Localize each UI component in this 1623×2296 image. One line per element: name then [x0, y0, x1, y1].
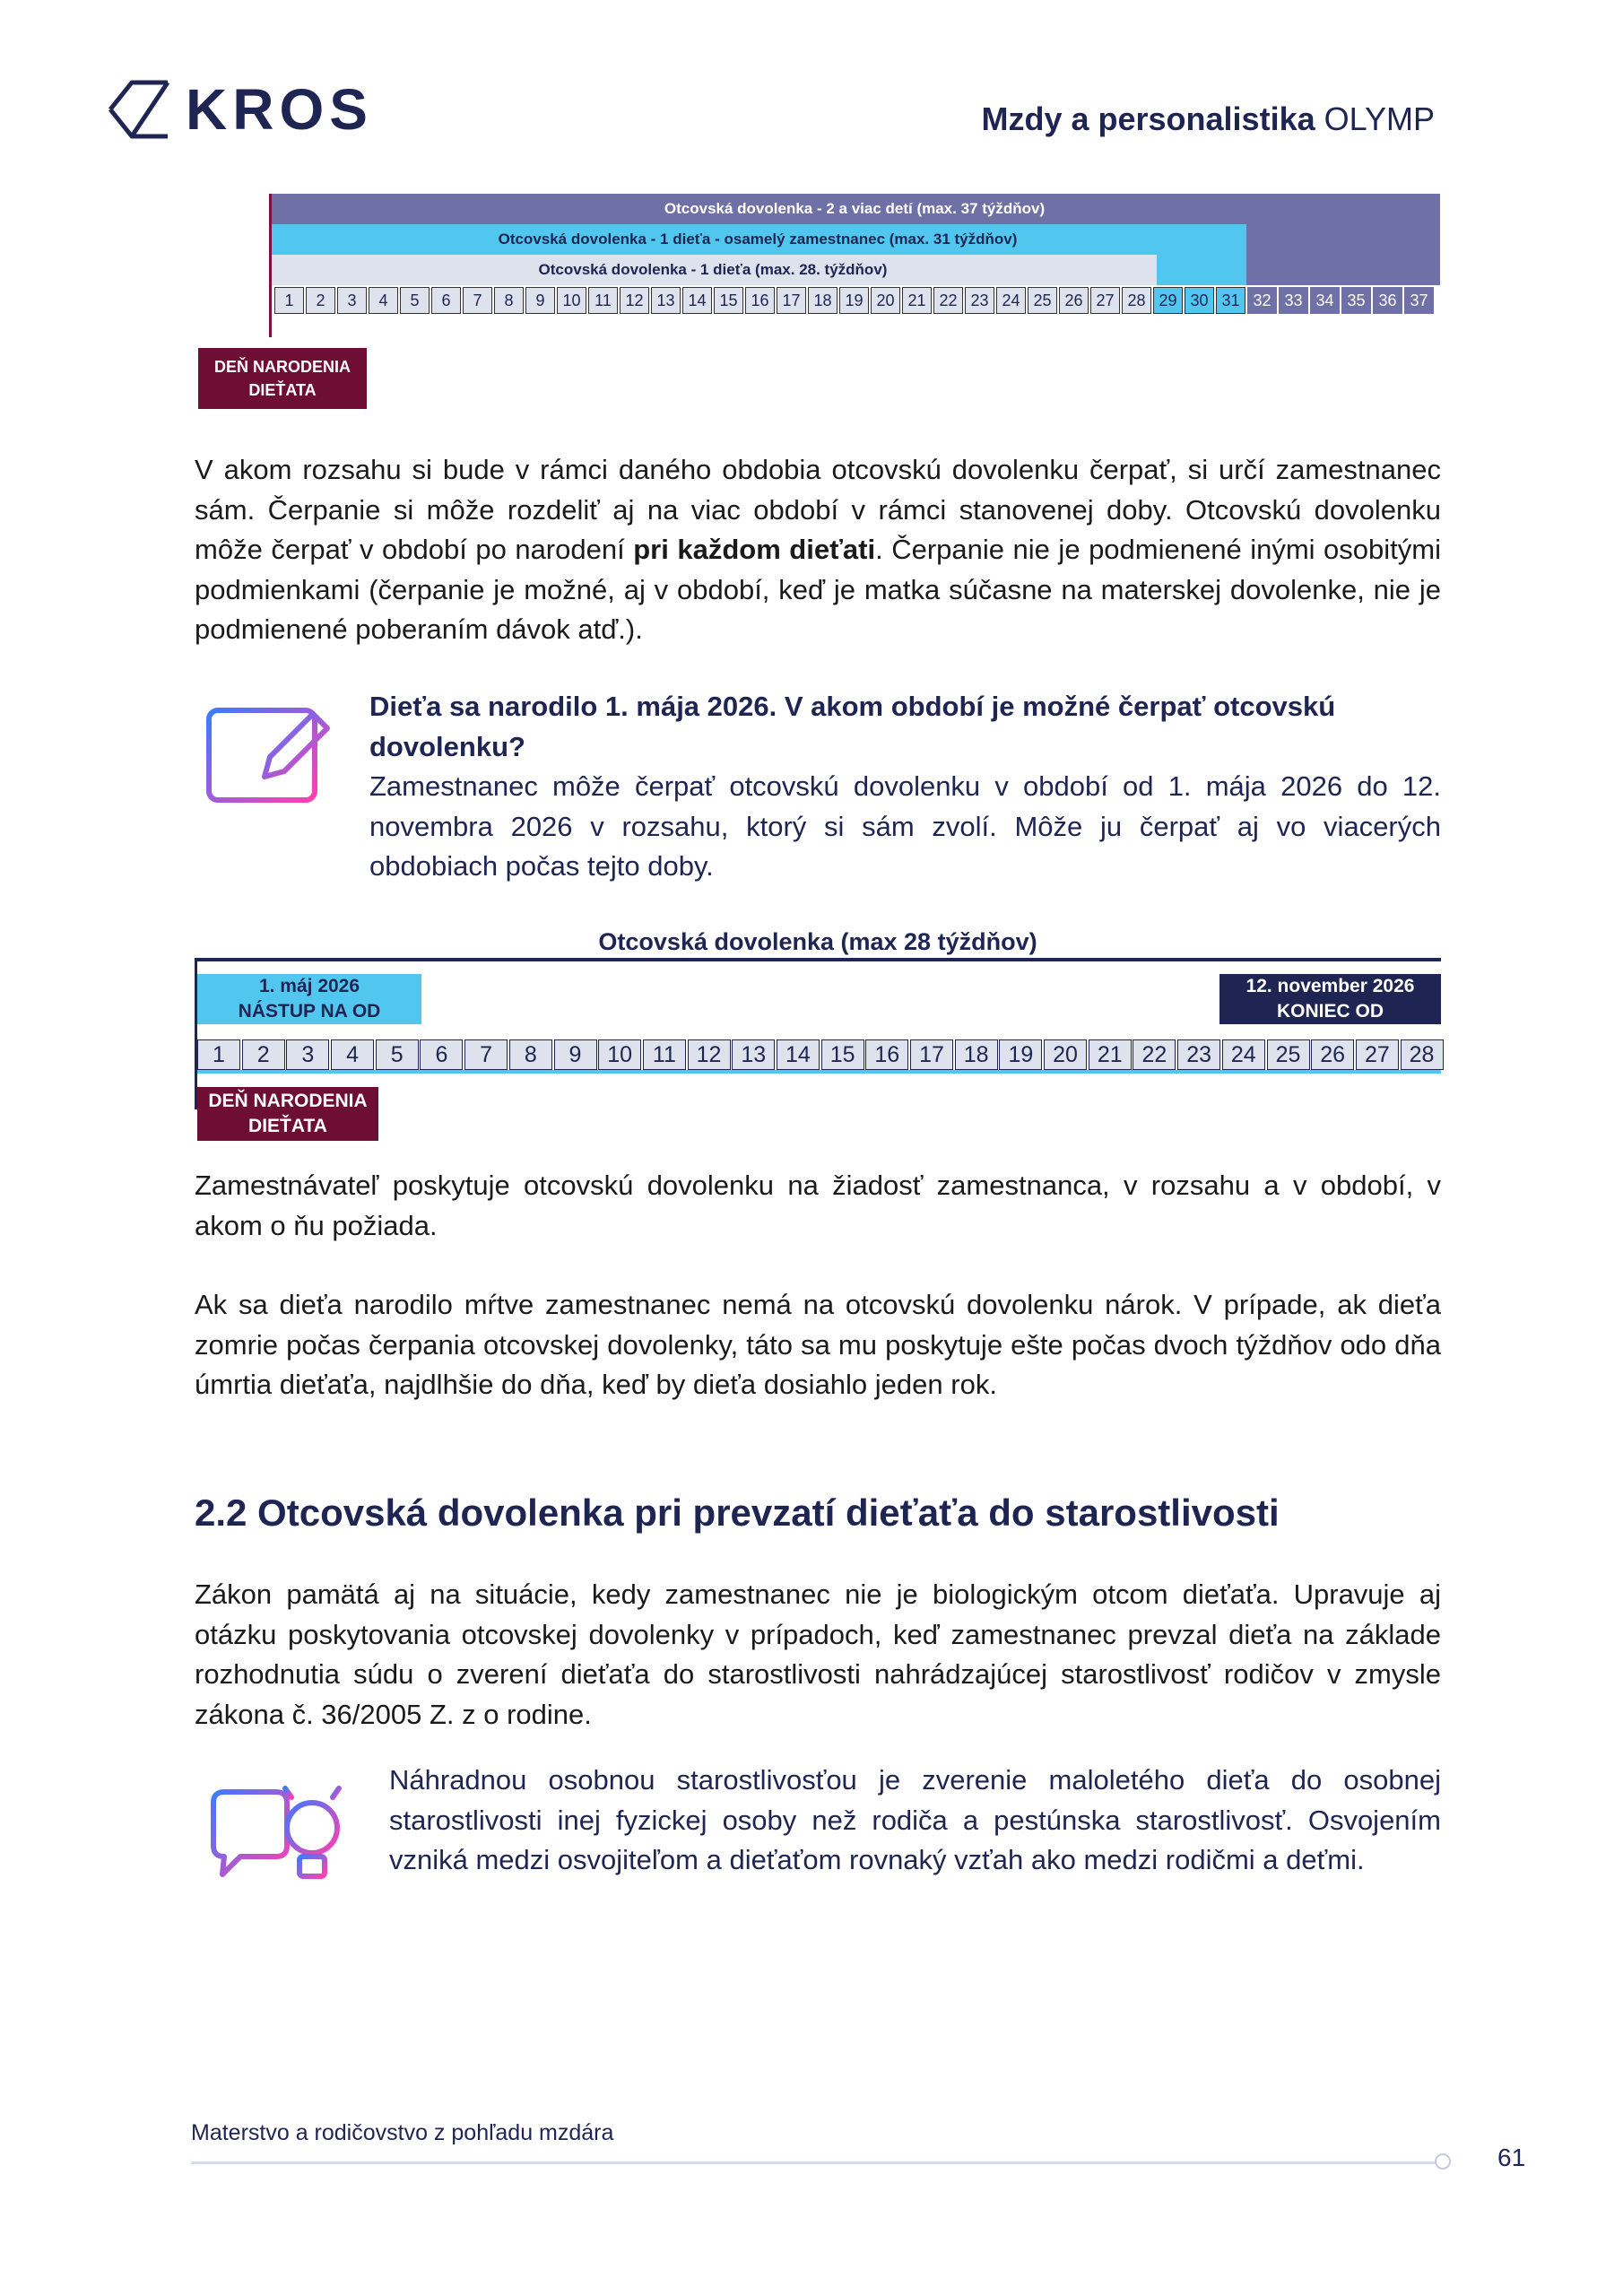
chart2-title: Otcovská dovolenka (max 28 týždňov) [598, 928, 1037, 955]
week-cell: 21 [1089, 1039, 1132, 1070]
week-cell: 24 [1222, 1039, 1265, 1070]
kros-logo [105, 75, 374, 144]
week-cell: 11 [588, 287, 618, 314]
week-cell: 13 [732, 1039, 775, 1070]
week-cell: 29 [1153, 287, 1183, 314]
week-cell: 18 [955, 1039, 998, 1070]
chart2-bottom-line [197, 1070, 1441, 1074]
week-cell: 36 [1373, 287, 1402, 314]
week-cell: 5 [376, 1039, 419, 1070]
week-cell: 15 [821, 1039, 864, 1070]
week-cell: 34 [1310, 287, 1340, 314]
end-caption: KONIEC OD [1276, 1001, 1384, 1022]
start-date: 1. máj 2026 [258, 975, 360, 996]
paragraph-adoption: Zákon pamätá aj na situácie, kedy zamestnanec nie je biologickým otcom dieťaťa. Upravuje aj otázku poskytovania otcovskej dovolenky v prípadoch, keď zamestnanec prevzal dieťa na základe rozhodnutia súdu o zverení dieťaťa do starostlivosti nahrádzajúcej starostlivosť rodičov v zmysle zákona č. 36/2005 Z. z o rodine. [195, 1578, 1441, 1730]
week-cell: 7 [463, 287, 492, 314]
week-cell: 7 [464, 1039, 508, 1070]
paragraph-employer: Zamestnávateľ poskytuje otcovskú dovolenku na žiadosť zamestnanca, v rozsahu a v období, v akom o ňu požiada. [195, 1170, 1441, 1241]
example-answer: Zamestnanec môže čerpať otcovskú dovolenku v období od 1. mája 2026 do 12. novembra 2026 v rozsahu, ktorý si sám zvolí. Môže ju čerpať aj vo viacerých obdobiach počas tejto doby. [369, 770, 1441, 882]
para-bold: pri každom dieťati [633, 534, 876, 565]
week-cell: 17 [910, 1039, 953, 1070]
week-cell: 13 [651, 287, 681, 314]
chart2-week-row [197, 1039, 1445, 1070]
week-cell: 27 [1090, 287, 1120, 314]
bar-one-child: Otcovská dovolenka - 1 dieťa (max. 28. týždňov) [269, 255, 1157, 285]
birth-marker-line [269, 194, 272, 337]
week-cell: 15 [714, 287, 743, 314]
page-number: 61 [1497, 2144, 1526, 2171]
week-cell: 8 [509, 1039, 552, 1070]
logo-text: KROS [186, 77, 373, 142]
week-cell: 32 [1247, 287, 1277, 314]
leave-start-label [197, 974, 421, 1024]
week-cell: 9 [554, 1039, 597, 1070]
para-text-1: V akom rozsahu si bude v rámci daného obdobia otcovskú dovolenku čerpať, si určí zamestnanec sám. Čerpanie si môže rozdeliť aj na viac období v rámci stanovenej doby. Otcovskú dovolenku môže čerpať v období po narodení [195, 454, 1441, 565]
week-cell: 20 [1044, 1039, 1087, 1070]
week-cell: 23 [965, 287, 994, 314]
bar-fill [1157, 255, 1246, 285]
birth-label-1 [198, 348, 367, 409]
week-cell: 22 [933, 287, 963, 314]
week-cell: 17 [777, 287, 806, 314]
paragraph-leave-scope [195, 450, 1441, 650]
week-cell: 14 [777, 1039, 820, 1070]
chart2-top-line [195, 958, 1441, 961]
week-cell: 16 [745, 287, 775, 314]
bar-fill [1246, 255, 1440, 285]
birth-label-line2: DIEŤATA [248, 1116, 327, 1136]
pencil-note-icon [202, 700, 336, 816]
week-cell: 33 [1279, 287, 1308, 314]
week-cell: 26 [1311, 1039, 1354, 1070]
week-cell: 37 [1404, 287, 1434, 314]
bar-fill [1246, 224, 1440, 255]
week-cell: 20 [871, 287, 900, 314]
week-cell: 2 [306, 287, 335, 314]
info-text: Náhradnou osobnou starostlivosťou je zverenie maloletého dieťa do osobnej starostlivosti inej fyzickej osoby než rodiča a pestúnska starostlivosť. Osvojením vzniká medzi osvojiteľom a dieťaťom rovnaký vzťah ako medzi rodičmi a deťmi. [389, 1764, 1441, 1875]
week-cell: 14 [682, 287, 712, 314]
para-text-2: . Čerpanie nie je podmienené inými osobitými podmienkami (čerpanie je možné, aj v období, keď je matka súčasne na materskej dovolenke, nie je podmienené poberaním dávok atď.). [195, 534, 1441, 645]
bar-two-children: Otcovská dovolenka - 2 a viac detí (max. 37 týždňov) [269, 194, 1440, 224]
week-cell: 21 [902, 287, 932, 314]
week-cell: 10 [557, 287, 586, 314]
week-cell: 26 [1059, 287, 1089, 314]
week-cell: 23 [1177, 1039, 1220, 1070]
week-cell: 8 [494, 287, 524, 314]
footer-line [191, 2161, 1439, 2164]
example-question: Dieťa sa narodilo 1. mája 2026. V akom období je možné čerpať otcovskú dovolenku? [369, 691, 1336, 762]
week-cell: 4 [369, 287, 398, 314]
kros-logo-icon [105, 77, 173, 142]
week-cell: 16 [865, 1039, 908, 1070]
week-cell: 1 [197, 1039, 240, 1070]
week-cell: 3 [337, 287, 367, 314]
week-cell: 19 [999, 1039, 1042, 1070]
week-cell: 10 [598, 1039, 641, 1070]
week-cell: 6 [420, 1039, 463, 1070]
week-cell: 11 [643, 1039, 686, 1070]
week-cell: 1 [274, 287, 304, 314]
week-cell: 6 [431, 287, 461, 314]
birth-label-line2: DIEŤATA [248, 381, 317, 399]
week-cell: 31 [1216, 287, 1245, 314]
bar-single-parent: Otcovská dovolenka - 1 dieťa - osamelý zamestnanec (max. 31 týždňov) [269, 224, 1246, 255]
footer-dot [1435, 2153, 1451, 2170]
week-cell: 24 [996, 287, 1026, 314]
lightbulb-chat-icon [204, 1776, 357, 1892]
end-date: 12. november 2026 [1245, 975, 1415, 996]
week-cell: 28 [1401, 1039, 1444, 1070]
week-cell: 18 [808, 287, 838, 314]
header-title-light: OLYMP [1315, 100, 1435, 137]
week-cell: 3 [286, 1039, 329, 1070]
header-title-bold: Mzdy a personalistika [981, 100, 1315, 137]
birth-label-line1: DEŇ NARODENIA [213, 357, 351, 376]
footer-text: Materstvo a rodičovstvo z pohľadu mzdára [191, 2120, 614, 2145]
birth-label-2 [197, 1087, 378, 1141]
week-cell: 9 [525, 287, 555, 314]
week-cell: 25 [1028, 287, 1057, 314]
week-cell: 28 [1122, 287, 1151, 314]
header-title [981, 100, 1435, 138]
week-cell: 2 [242, 1039, 285, 1070]
week-cell: 4 [331, 1039, 374, 1070]
week-cell: 25 [1267, 1039, 1310, 1070]
birth-label-line1: DEŇ NARODENIA [208, 1090, 368, 1111]
week-cell: 19 [839, 287, 869, 314]
leave-end-label [1219, 974, 1441, 1024]
paragraph-stillborn: Ak sa dieťa narodilo mŕtve zamestnanec nemá na otcovskú dovolenku nárok. V prípade, ak dieťa zomrie počas čerpania otcovskej dovolenky, táto sa mu poskytuje ešte počas dvoch týždňov odo dňa úmrtia dieťaťa, najdlhšie do dňa, keď by dieťa dosiahlo jeden rok. [195, 1289, 1441, 1400]
week-cell: 35 [1341, 287, 1371, 314]
week-cell: 27 [1356, 1039, 1399, 1070]
week-row [274, 287, 1436, 314]
week-cell: 22 [1133, 1039, 1176, 1070]
week-cell: 12 [620, 287, 649, 314]
section-heading: 2.2 Otcovská dovolenka pri prevzatí dieťaťa do starostlivosti [195, 1492, 1280, 1534]
week-cell: 5 [400, 287, 430, 314]
week-cell: 12 [688, 1039, 731, 1070]
start-caption: NÁSTUP NA OD [238, 1001, 381, 1022]
week-cell: 30 [1185, 287, 1214, 314]
